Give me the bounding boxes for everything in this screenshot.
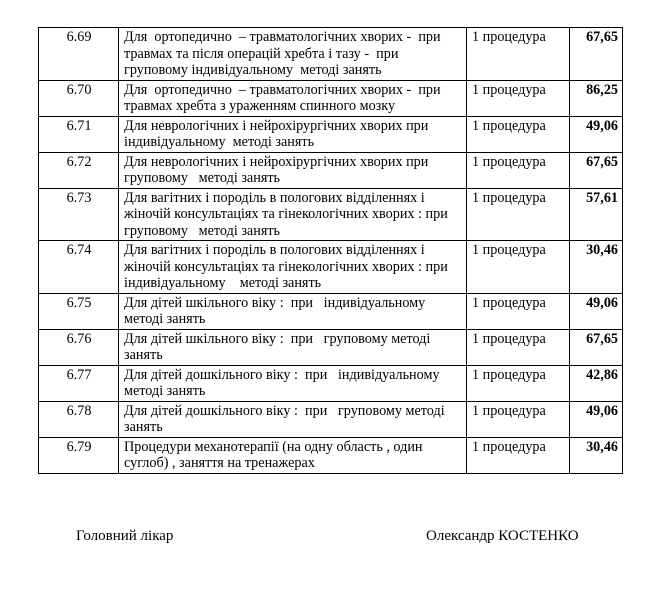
table-row xyxy=(39,28,623,81)
service-price: 30,46 xyxy=(570,437,623,473)
service-price: 42,86 xyxy=(570,365,623,401)
service-unit: 1 процедура xyxy=(467,437,570,473)
service-code: 6.72 xyxy=(39,152,119,188)
service-name: Для дітей шкільного віку : при індивідуальному методі занять xyxy=(119,293,467,329)
table-row xyxy=(39,365,623,401)
table-row xyxy=(39,241,623,294)
service-price: 86,25 xyxy=(570,80,623,116)
service-code: 6.69 xyxy=(39,28,119,81)
service-code: 6.76 xyxy=(39,329,119,365)
service-code: 6.78 xyxy=(39,401,119,437)
table-row xyxy=(39,293,623,329)
service-code: 6.74 xyxy=(39,241,119,294)
service-name: Для неврологічних і нейрохірургічних хворих при індивідуальному методі занять xyxy=(119,116,467,152)
service-code: 6.71 xyxy=(39,116,119,152)
service-code: 6.70 xyxy=(39,80,119,116)
signature-name: Олександр КОСТЕНКО xyxy=(426,528,579,544)
service-price: 67,65 xyxy=(570,329,623,365)
service-code: 6.73 xyxy=(39,188,119,241)
table-row xyxy=(39,152,623,188)
service-name: Для вагітних і породіль в пологових відділеннях і жіночій консультаціях та гінекологічних хворих : при індивідуальному методі занять xyxy=(119,241,467,294)
service-unit: 1 процедура xyxy=(467,116,570,152)
service-unit: 1 процедура xyxy=(467,80,570,116)
table-row xyxy=(39,80,623,116)
service-price: 30,46 xyxy=(570,241,623,294)
service-name: Для дітей шкільного віку : при груповому методі занять xyxy=(119,329,467,365)
table-row xyxy=(39,437,623,473)
service-name: Процедури механотерапії (на одну область , один суглоб) , заняття на тренажерах xyxy=(119,437,467,473)
service-unit: 1 процедура xyxy=(467,152,570,188)
service-price: 67,65 xyxy=(570,28,623,81)
service-unit: 1 процедура xyxy=(467,401,570,437)
table-row xyxy=(39,116,623,152)
service-price: 49,06 xyxy=(570,116,623,152)
service-unit: 1 процедура xyxy=(467,241,570,294)
service-name: Для вагітних і породіль в пологових відділеннях і жіночій консультаціях та гінекологічних хворих : при груповому методі занять xyxy=(119,188,467,241)
service-name: Для дітей дошкільного віку : при груповому методі занять xyxy=(119,401,467,437)
service-unit: 1 процедура xyxy=(467,28,570,81)
service-code: 6.79 xyxy=(39,437,119,473)
service-name: Для ортопедично – травматологічних хворих - при травмах хребта з ураженням спинного мозку xyxy=(119,80,467,116)
service-unit: 1 процедура xyxy=(467,188,570,241)
service-code: 6.77 xyxy=(39,365,119,401)
service-unit: 1 процедура xyxy=(467,293,570,329)
service-price: 49,06 xyxy=(570,293,623,329)
service-price: 49,06 xyxy=(570,401,623,437)
service-price: 57,61 xyxy=(570,188,623,241)
signature-position: Головний лікар xyxy=(76,528,174,544)
table-row xyxy=(39,188,623,241)
table-row xyxy=(39,329,623,365)
service-unit: 1 процедура xyxy=(467,365,570,401)
price-table xyxy=(38,27,623,474)
service-price: 67,65 xyxy=(570,152,623,188)
service-name: Для дітей дошкільного віку : при індивідуальному методі занять xyxy=(119,365,467,401)
service-code: 6.75 xyxy=(39,293,119,329)
service-name: Для ортопедично – травматологічних хворих - при травмах та після операцій хребта і тазу - при груповому індивідуальному методі занять xyxy=(119,28,467,81)
table-row xyxy=(39,401,623,437)
service-name: Для неврологічних і нейрохірургічних хворих при груповому методі занять xyxy=(119,152,467,188)
service-unit: 1 процедура xyxy=(467,329,570,365)
